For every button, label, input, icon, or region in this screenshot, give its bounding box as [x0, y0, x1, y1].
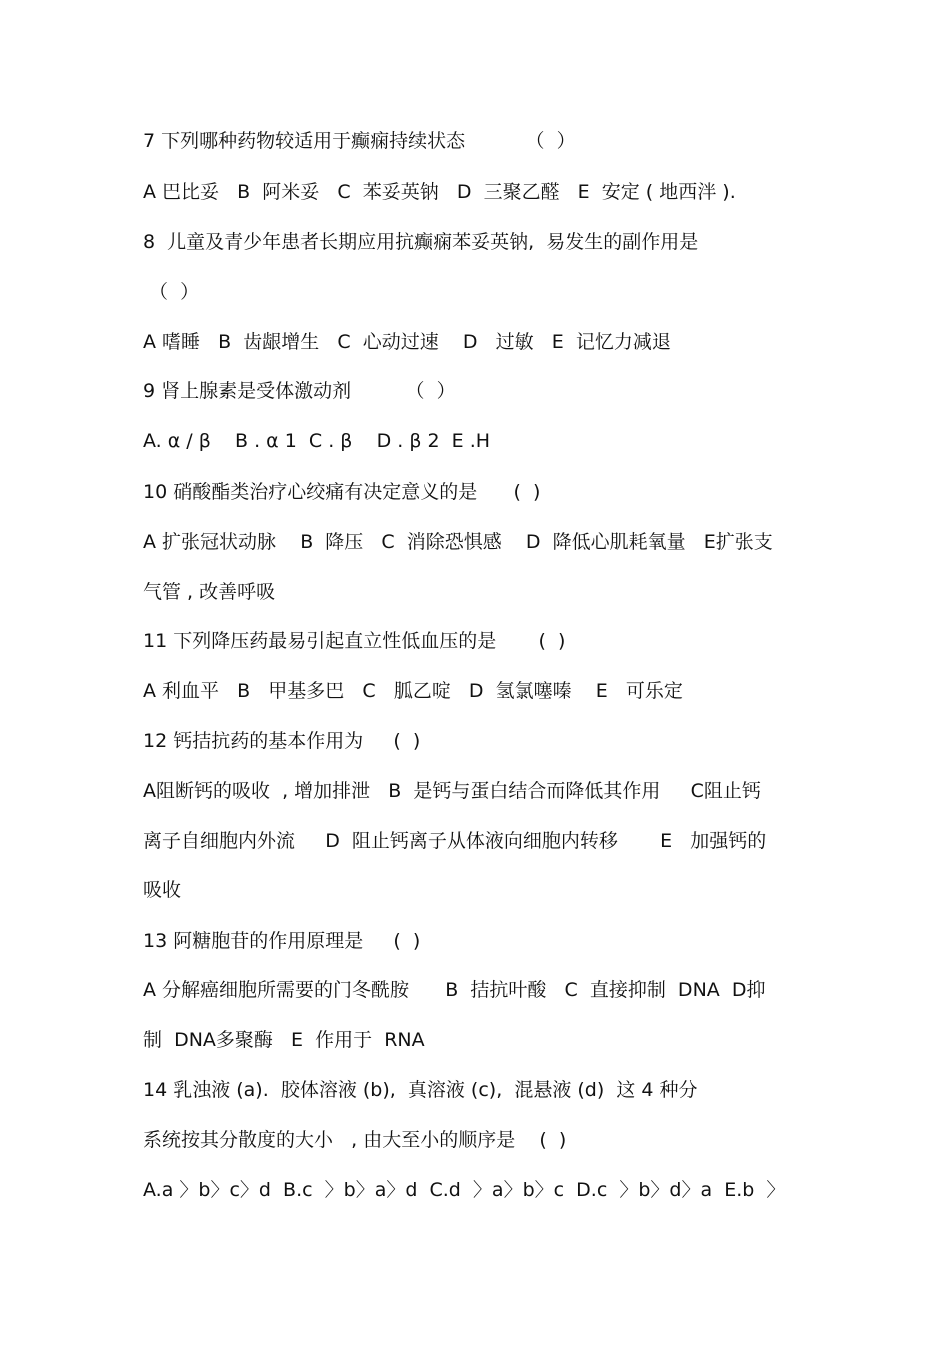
question-8-options: A 嗜睡 B 齿龈增生 C 心动过速 D 过敏 E 记忆力减退 — [143, 331, 671, 353]
question-12-options-cont: 离子自细胞内外流 D 阻止钙离子从体液向细胞内转移 E 加强钙的 — [143, 830, 767, 852]
question-12-options-cont: 吸收 — [143, 879, 182, 901]
question-12-stem: 12 钙拮抗药的基本作用为 ( ) — [143, 730, 421, 752]
question-13-stem: 13 阿糖胞苷的作用原理是 ( ) — [143, 930, 421, 952]
question-7-options: A 巴比妥 B 阿米妥 C 苯妥英钠 D 三聚乙醛 E 安定 ( 地西泮 ). — [143, 181, 736, 203]
question-13-options: A 分解癌细胞所需要的门冬酰胺 B 拮抗叶酸 C 直接抑制 DNA D抑 — [143, 979, 766, 1001]
question-8-answer-blank: （ ） — [143, 281, 200, 303]
question-11-stem: 11 下列降压药最易引起直立性低血压的是 ( ) — [143, 630, 566, 652]
question-14-options: A.a 〉b〉c〉d B.c 〉b〉a〉d C.d 〉a〉b〉c D.c 〉b〉d〉a E.b 〉 — [143, 1179, 786, 1201]
question-8-stem: 8 儿童及青少年患者长期应用抗癫痫苯妥英钠, 易发生的副作用是 — [143, 231, 699, 253]
question-10-options-cont: 气管 , 改善呼吸 — [143, 581, 276, 603]
question-12-options: A阻断钙的吸收 , 增加排泄 B 是钙与蛋白结合而降低其作用 C阻止钙 — [143, 780, 761, 802]
question-14-stem-cont: 系统按其分散度的大小 , 由大至小的顺序是 ( ) — [143, 1129, 567, 1151]
question-10-options: A 扩张冠状动脉 B 降压 C 消除恐惧感 D 降低心肌耗氧量 E扩张支 — [143, 531, 773, 553]
question-7-stem: 7 下列哪种药物较适用于癫痫持续状态 （ ） — [143, 130, 576, 152]
question-11-options: A 利血平 B 甲基多巴 C 胍乙啶 D 氢氯噻嗪 E 可乐定 — [143, 680, 683, 702]
question-9-options: A. α / β B . α 1 C . β D . β 2 E .H — [143, 430, 491, 452]
question-9-stem: 9 肾上腺素是受体激动剂 （ ） — [143, 380, 456, 402]
question-10-stem: 10 硝酸酯类治疗心绞痛有决定意义的是 ( ) — [143, 481, 541, 503]
question-13-options-cont: 制 DNA多聚酶 E 作用于 RNA — [143, 1029, 425, 1051]
question-14-stem: 14 乳浊液 (a). 胶体溶液 (b), 真溶液 (c), 混悬液 (d) 这 4 种分 — [143, 1079, 698, 1101]
